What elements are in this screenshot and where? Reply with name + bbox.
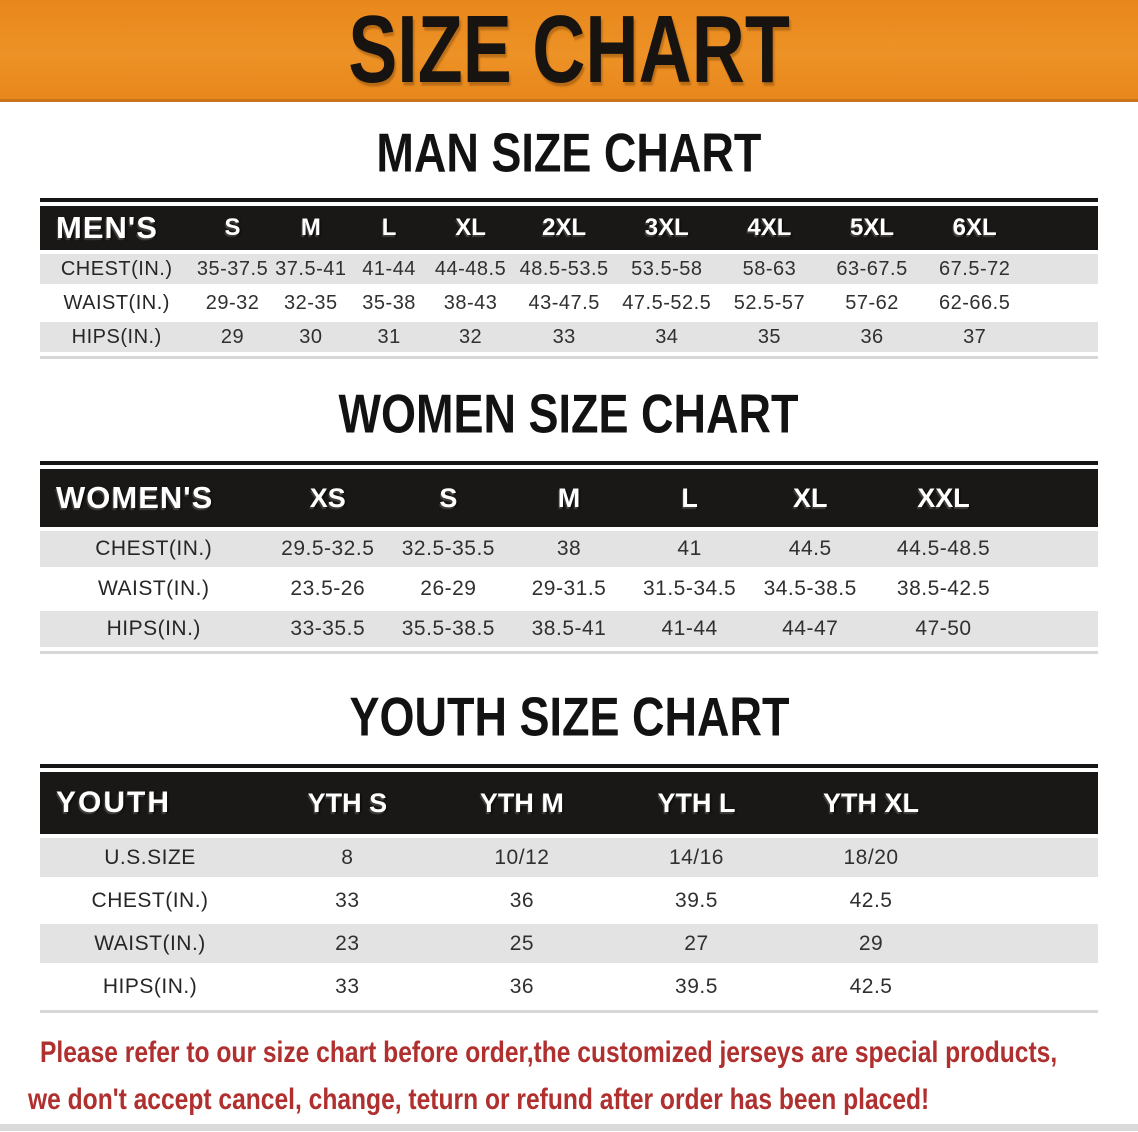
size-column-header: YTH S [307, 787, 388, 818]
youth-size-table [40, 768, 1098, 1010]
spacer-cell [958, 772, 1098, 834]
size-value: 31 [377, 325, 401, 348]
size-value: 44.5-48.5 [896, 537, 991, 560]
size-column-header: YTH M [479, 787, 564, 818]
women-size-chart-heading [0, 383, 1138, 445]
size-column-header: 3XL [644, 214, 689, 241]
size-value: 23 [335, 931, 360, 955]
size-value: 57-62 [845, 291, 899, 314]
size-value: 47.5-52.5 [622, 291, 712, 314]
size-value: 10/12 [494, 845, 550, 869]
size-column-header: 2XL [542, 214, 587, 241]
row-label: HIPS(IN.) [102, 974, 198, 998]
spacer-cell [1017, 611, 1098, 647]
spacer-cell [958, 967, 1098, 1006]
row-label: WAIST(IN.) [97, 577, 210, 600]
size-column-header: 6XL [952, 214, 997, 241]
size-value: 23.5-26 [290, 577, 366, 600]
size-value: 53.5-58 [631, 257, 703, 280]
size-value: 29-32 [205, 291, 260, 314]
spacer-cell [958, 924, 1098, 963]
header-row [40, 469, 1098, 527]
size-value: 42.5 [849, 888, 893, 912]
youth-size-chart-heading-text: YOUTH SIZE CHART [348, 686, 790, 748]
size-column-header: XL [792, 482, 828, 513]
disclaimer-line-2: we don't accept cancel, change, teturn or refund after order has been placed! [28, 1083, 930, 1116]
size-value: 39.5 [675, 974, 718, 998]
size-value: 44-47 [782, 617, 839, 640]
row-label: WAIST(IN.) [63, 291, 170, 314]
size-column-header: YTH L [657, 787, 736, 818]
row-label: WAIST(IN.) [94, 931, 206, 955]
size-value: 48.5-53.5 [519, 257, 609, 280]
size-value: 33 [552, 325, 576, 348]
size-value: 43-47.5 [528, 291, 600, 314]
mens-size-table-frame [40, 198, 1098, 359]
womens-size-table-frame [40, 461, 1098, 654]
size-value: 29.5-32.5 [281, 537, 375, 560]
size-value: 41 [677, 537, 702, 560]
size-value: 52.5-57 [733, 291, 806, 314]
size-value: 37.5-41 [275, 257, 347, 280]
size-column-header: M [557, 482, 581, 513]
measurement-row [40, 881, 1098, 920]
size-value: 34.5-38.5 [763, 577, 857, 600]
measurement-row [40, 254, 1098, 284]
row-label: CHEST(IN.) [95, 537, 213, 560]
size-value: 29-31.5 [531, 577, 607, 600]
size-value: 44.5 [788, 537, 832, 560]
size-column-header: XL [455, 214, 486, 241]
spacer-cell [958, 838, 1098, 877]
size-value: 31.5-34.5 [642, 577, 737, 600]
row-label: CHEST(IN.) [60, 257, 173, 280]
women-size-chart-heading-text: WOMEN SIZE CHART [339, 383, 799, 445]
youth-size-chart-heading [0, 686, 1138, 748]
size-value: 36 [509, 974, 535, 998]
header-row [40, 206, 1098, 250]
table-title-cell: MEN'S [56, 210, 158, 245]
bottom-border-strip [0, 1124, 1138, 1132]
spacer-cell [1017, 469, 1098, 527]
size-value: 32 [458, 325, 483, 348]
size-value: 25 [509, 931, 535, 955]
size-value: 33-35.5 [290, 617, 366, 640]
measurement-row [40, 967, 1098, 1006]
size-value: 63-67.5 [836, 257, 908, 280]
spacer-cell [1026, 254, 1098, 284]
size-value: 32.5-35.5 [401, 537, 495, 560]
spacer-cell [1017, 571, 1098, 607]
size-column-header: L [381, 214, 397, 241]
size-column-header: XS [309, 482, 346, 513]
row-label: U.S.SIZE [104, 845, 196, 869]
size-value: 34 [655, 325, 679, 348]
size-column-header: YTH XL [823, 787, 920, 818]
size-column-header: 5XL [850, 214, 895, 241]
measurement-row [40, 322, 1098, 352]
size-value: 27 [684, 931, 709, 955]
womens-size-table [40, 465, 1098, 651]
size-value: 36 [509, 888, 535, 912]
size-value: 32-35 [284, 291, 338, 314]
disclaimer-line-1: Please refer to our size chart before order,the customized jerseys are special products, [40, 1036, 1058, 1069]
spacer-cell [1026, 288, 1098, 318]
size-chart-title: SIZE CHART [348, 0, 790, 103]
man-size-chart-heading-text: MAN SIZE CHART [376, 122, 762, 184]
row-label: HIPS(IN.) [71, 325, 162, 348]
size-value: 42.5 [849, 974, 893, 998]
man-size-chart-heading [0, 122, 1138, 184]
spacer-cell [1026, 322, 1098, 352]
size-value: 47-50 [915, 617, 972, 640]
size-value: 36 [860, 325, 884, 348]
size-column-header: S [439, 482, 458, 513]
size-column-header: 4XL [747, 214, 792, 241]
row-label: HIPS(IN.) [106, 617, 201, 640]
table-title-cell: WOMEN'S [56, 480, 214, 515]
mens-size-table [40, 202, 1098, 356]
size-value: 41-44 [661, 617, 718, 640]
size-value: 44-48.5 [434, 257, 507, 280]
youth-size-table-frame [40, 764, 1098, 1013]
spacer-cell [1026, 206, 1098, 250]
size-value: 35.5-38.5 [401, 617, 495, 640]
size-value: 38-43 [443, 291, 498, 314]
size-value: 62-66.5 [939, 291, 1011, 314]
size-value: 29 [220, 325, 245, 348]
header-row [40, 772, 1098, 834]
spacer-cell [1017, 531, 1098, 567]
size-value: 35 [757, 325, 782, 348]
size-value: 41-44 [362, 257, 416, 280]
size-value: 38.5-41 [531, 617, 607, 640]
size-value: 39.5 [675, 888, 718, 912]
size-value: 35-37.5 [196, 257, 269, 280]
size-value: 58-63 [742, 257, 797, 280]
spacer-cell [958, 881, 1098, 920]
size-value: 35-38 [362, 291, 416, 314]
size-column-header: S [224, 214, 241, 241]
measurement-row [40, 531, 1098, 567]
size-value: 33 [335, 974, 360, 998]
size-column-header: M [300, 214, 321, 241]
size-chart-banner [0, 0, 1138, 102]
size-value: 37 [963, 325, 987, 348]
size-value: 29 [858, 931, 884, 955]
measurement-row [40, 571, 1098, 607]
measurement-row [40, 288, 1098, 318]
size-value: 67.5-72 [939, 257, 1011, 280]
size-value: 14/16 [668, 845, 724, 869]
table-title-cell: YOUTH [56, 786, 171, 819]
row-label: CHEST(IN.) [91, 888, 209, 912]
disclaimer-text [28, 1029, 1138, 1123]
size-column-header: L [681, 482, 698, 513]
measurement-row [40, 924, 1098, 963]
size-value: 38.5-42.5 [896, 577, 991, 600]
size-column-header: XXL [917, 482, 970, 513]
size-value: 18/20 [843, 845, 899, 869]
measurement-row [40, 611, 1098, 647]
size-value: 26-29 [420, 577, 477, 600]
measurement-row [40, 838, 1098, 877]
size-value: 33 [335, 888, 360, 912]
size-value: 30 [299, 325, 323, 348]
size-value: 8 [341, 845, 354, 869]
size-value: 38 [556, 537, 582, 560]
